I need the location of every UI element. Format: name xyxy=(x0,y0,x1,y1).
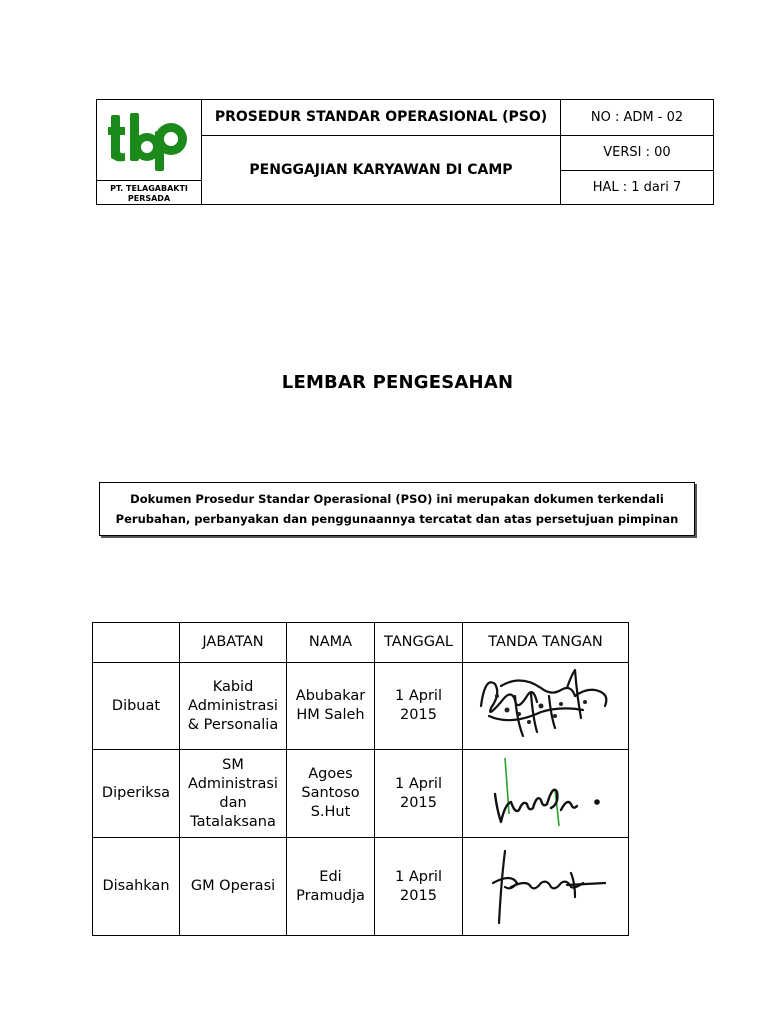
table-row xyxy=(93,750,629,838)
name-cell: Abubakar HM Saleh xyxy=(287,663,375,750)
page-title: LEMBAR PENGESAHAN xyxy=(281,372,514,393)
meta-cell xyxy=(561,136,714,205)
column-header-tanggal: TANGGAL xyxy=(375,623,463,663)
position-cell: Kabid Administrasi & Personalia xyxy=(180,663,287,750)
document-number: NO : ADM - 02 xyxy=(561,100,714,136)
signature-cell xyxy=(463,838,629,936)
column-header-tanda-tangan: TANDA TANGAN xyxy=(463,623,629,663)
approval-table xyxy=(92,622,629,936)
document-version: VERSI : 00 xyxy=(561,136,713,171)
notice-line-2: Perubahan, perbanyakan dan penggunaannya tercatat dan atas persetujuan pimpinan xyxy=(115,512,679,526)
company-name: PT. TELAGABAKTI PERSADA xyxy=(97,180,201,203)
signature-cell xyxy=(463,750,629,838)
notice-line-1: Dokumen Prosedur Standar Operasional (PSO) ini merupakan dokumen terkendali xyxy=(130,492,664,506)
signature-1 xyxy=(471,666,621,746)
role-cell: Diperiksa xyxy=(93,750,180,838)
role-cell: Dibuat xyxy=(93,663,180,750)
name-cell: Agoes Santoso S.Hut xyxy=(287,750,375,838)
position-cell: GM Operasi xyxy=(180,838,287,936)
table-header-row xyxy=(93,623,629,663)
tbp-logo-icon xyxy=(103,109,195,173)
name-cell: Edi Pramudja xyxy=(287,838,375,936)
date-cell: 1 April 2015 xyxy=(375,838,463,936)
document-page: HAL : 1 dari 7 xyxy=(592,180,682,195)
column-header xyxy=(93,623,180,663)
column-header-nama: NAMA xyxy=(287,623,375,663)
date-cell: 1 April 2015 xyxy=(375,750,463,838)
logo-cell xyxy=(97,100,202,205)
document-header xyxy=(96,99,714,205)
signature-2 xyxy=(471,754,621,834)
document-subtitle: PENGGAJIAN KARYAWAN DI CAMP xyxy=(202,136,561,205)
column-header-jabatan: JABATAN xyxy=(180,623,287,663)
signature-cell xyxy=(463,663,629,750)
document-title: PROSEDUR STANDAR OPERASIONAL (PSO) xyxy=(202,100,561,136)
table-row xyxy=(93,663,629,750)
company-logo xyxy=(97,102,201,180)
table-row xyxy=(93,838,629,936)
date-cell: 1 April 2015 xyxy=(375,663,463,750)
position-cell: SM Administrasi dan Tatalaksana xyxy=(180,750,287,838)
signature-3 xyxy=(471,843,621,931)
role-cell: Disahkan xyxy=(93,838,180,936)
controlled-document-notice xyxy=(99,482,695,536)
